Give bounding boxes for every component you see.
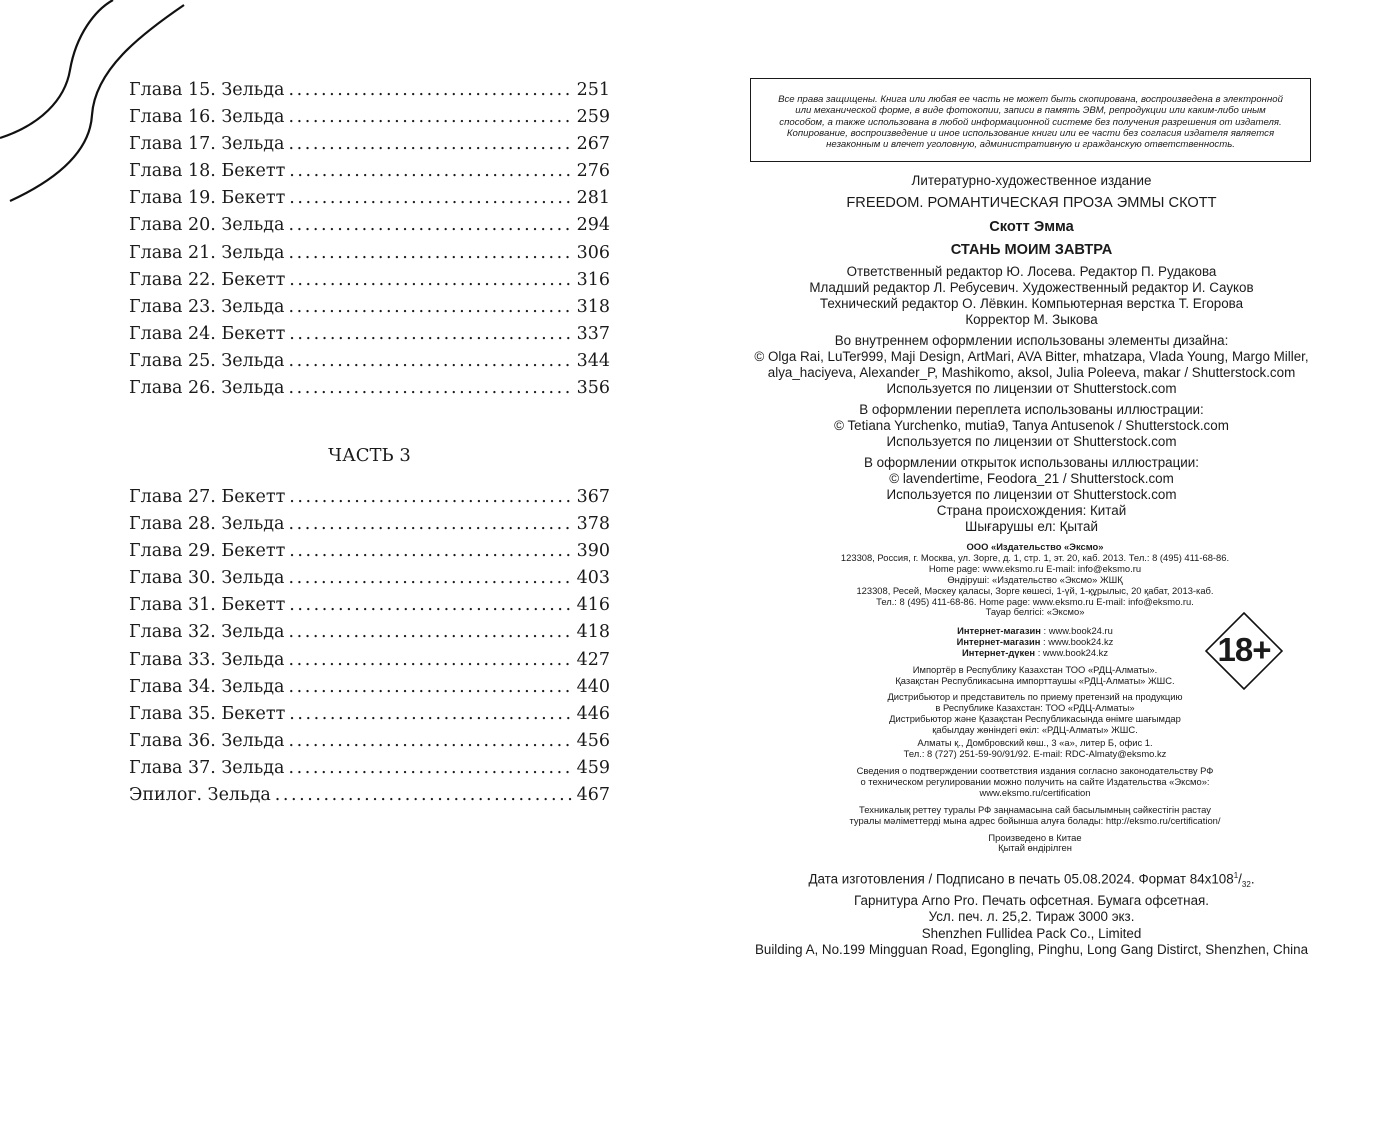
toc-page-number: 390 — [576, 541, 610, 562]
publisher-line: 123308, Ресей, Мәскеу қаласы, Зорге көшесі, 1-үй, 1-құрылыс, 20 қабат, 2013-каб. — [856, 584, 1214, 596]
toc-row — [129, 80, 610, 107]
toc-row — [129, 622, 610, 649]
toc-leader-dots — [289, 243, 574, 263]
toc-page-number: 456 — [576, 730, 610, 751]
toc-row — [129, 297, 610, 324]
toc-row — [129, 378, 610, 405]
toc-row — [129, 595, 610, 622]
publisher-line: ООО «Издательство «Эксмо» — [966, 541, 1104, 552]
print-info-line1: Дата изготовления / Подписано в печать 05.08.2024. Формат 84x108 — [808, 871, 1234, 887]
publisher-line: 123308, Россия, г. Москва, ул. Зорге, д. 1, стр. 1, эт. 20, каб. 2013. Тел.: 8 (495) 411-68-86. — [840, 551, 1230, 563]
printer-info — [750, 926, 1313, 958]
distributor-info — [770, 692, 1300, 759]
toc-page-number: 344 — [576, 350, 610, 371]
toc-row — [129, 270, 610, 297]
certification-line: Қытай өндірілген — [998, 842, 1072, 854]
print-info-line3: Усл. печ. л. 25,2. Тираж 3000 экз. — [928, 909, 1135, 925]
toc-chapter-title: Глава 36. Зельда — [129, 730, 285, 751]
toc-leader-dots — [289, 80, 574, 100]
toc-chapter-title: Глава 30. Зельда — [129, 568, 285, 589]
design-credits — [750, 333, 1313, 397]
shop-url: : www.book24.kz — [1035, 646, 1109, 658]
publisher-info — [770, 542, 1300, 618]
author-name: Скотт Эмма — [989, 219, 1074, 235]
rights-notice-line: Все права защищены. Книга или любая ее часть не может быть скопирована, воспроизведена в электронной — [778, 94, 1283, 105]
toc-row — [129, 650, 610, 677]
toc-page-number: 446 — [576, 703, 610, 724]
shop-label: Интернет-магазин — [957, 625, 1041, 636]
distributor-line: в Республике Казахстан: ТОО «РДЦ-Алматы» — [935, 701, 1135, 713]
format-sup: 1 — [1233, 871, 1239, 880]
toc-leader-dots — [289, 487, 573, 507]
cover-credit-line: Используется по лицензии от Shutterstock.com — [886, 434, 1177, 449]
toc-leader-dots — [289, 107, 574, 127]
toc-leader-dots — [289, 541, 573, 561]
printer-line: Shenzhen Fullidea Pack Co., Limited — [921, 926, 1142, 941]
rights-notice-line: или механической форме, в виде фотокопии, записи в память ЭВМ, репродукции или каким-либо иным — [795, 105, 1266, 117]
format-sub: 32 — [1241, 880, 1251, 890]
toc-page-number: 427 — [576, 649, 610, 670]
toc-leader-dots — [289, 188, 573, 208]
rights-notice-line: незаконным и влечет уголовную, административную и гражданскую ответственность. — [826, 139, 1235, 151]
publisher-line: Өндіруші: «Издательство «Эксмо» ЖШҚ — [947, 573, 1123, 585]
toc-chapter-title: Глава 27. Бекетт — [129, 487, 286, 507]
toc-chapter-title: Глава 17. Зельда — [129, 134, 285, 155]
toc-page-number: 440 — [576, 676, 610, 697]
toc-row — [129, 134, 610, 161]
toc-chapter-title: Глава 34. Зельда — [129, 676, 285, 697]
toc-leader-dots — [289, 568, 574, 588]
toc-leader-dots — [289, 270, 573, 290]
certification-line: туралы мәліметтерді мына адрес бойынша алуға болады: http://eksmo.ru/certification/ — [849, 814, 1221, 826]
toc-page-number: 276 — [576, 161, 610, 182]
toc-row — [129, 731, 610, 758]
book-title: СТАНЬ МОИМ ЗАВТРА — [950, 242, 1113, 258]
print-info: Дата изготовления / Подписано в печать 05.08.2024. Формат $84x108^1/_{32}$. Гарнитура Arno Pro. Печать офсетная. Бумага офсетная. Усл. печ. л. 25,2. Тираж 3000 экз. — [750, 868, 1313, 925]
staff-line: Ответственный редактор Ю. Лосева. Редактор П. Рудакова — [846, 264, 1217, 279]
distributor-line: қабылдау жөніндегі өкіл: «РДЦ-Алматы» ЖШС. — [932, 723, 1138, 735]
distributor-line: Тел.: 8 (727) 251-59-90/91/92. E-mail: RDC-Almaty@eksmo.kz — [903, 747, 1167, 759]
toc-leader-dots — [289, 758, 574, 778]
toc-row — [129, 161, 610, 188]
rights-notice-line: способом, а также использована в любой информационной системе без получения разрешения от издателя. — [779, 116, 1282, 128]
toc-leader-dots — [275, 785, 574, 805]
certification-line: Произведено в Китае — [988, 831, 1082, 843]
toc-row — [129, 351, 610, 378]
publisher-line: Тел.: 8 (495) 411-68-86. Home page: www.eksmo.ru E-mail: info@eksmo.ru. — [876, 595, 1194, 607]
distributor-line: Алматы қ., Домбровский көш., 3 «а», литер Б, офис 1. — [917, 736, 1153, 748]
certification-line: Техникалық реттеу туралы РФ заңнамасына сай басылымның сәйкестігін растау — [859, 803, 1211, 815]
publisher-line: Home page: www.eksmo.ru E-mail: info@eksmo.ru — [928, 562, 1142, 574]
toc-row — [129, 541, 610, 568]
toc-row — [129, 677, 610, 704]
print-info-line1-end: . — [1250, 871, 1255, 887]
toc-chapter-title: Глава 25. Зельда — [129, 350, 285, 371]
toc-chapter-title: Глава 29. Бекетт — [129, 541, 286, 562]
toc-row — [129, 568, 610, 595]
design-credit-line: © Olga Rai, LuTer999, Maji Design, ArtMari, AVA Bitter, mhatzapa, Vlada Young, Margo Miller, — [754, 349, 1309, 364]
toc-page-number: 337 — [576, 323, 610, 344]
toc-page-number: 281 — [576, 188, 610, 209]
toc-leader-dots — [289, 161, 573, 181]
toc-leader-dots — [289, 324, 573, 344]
printer-line: Building A, No.199 Mingguan Road, Egongling, Pinghu, Long Gang Distirct, Shenzhen, China — [754, 942, 1309, 957]
toc-page-number: 403 — [576, 568, 610, 589]
toc-chapter-title: Глава 16. Зельда — [129, 107, 285, 128]
toc-row — [129, 704, 610, 731]
toc-chapter-title: Глава 28. Зельда — [129, 514, 285, 535]
toc-page-number: 251 — [576, 80, 610, 100]
postcard-credit-line: Страна происхождения: Китай — [936, 503, 1127, 518]
toc-page-number: 267 — [576, 134, 610, 155]
series-name: FREEDOM. РОМАНТИЧЕСКАЯ ПРОЗА ЭММЫ СКОТТ — [846, 195, 1217, 211]
toc-part-3 — [129, 487, 610, 812]
shop-url: : www.book24.kz — [1040, 635, 1114, 647]
toc-leader-dots — [289, 134, 574, 154]
toc-leader-dots — [289, 731, 574, 751]
print-info-line2: Гарнитура Arno Pro. Печать офсетная. Бумага офсетная. — [854, 893, 1209, 909]
importer-line: Импортёр в Республику Казахстан ТОО «РДЦ-Алматы». — [912, 664, 1158, 675]
shop-label: Интернет-дүкен — [961, 646, 1036, 658]
toc-chapter-title: Глава 35. Бекетт — [129, 703, 286, 724]
toc-leader-dots — [289, 595, 573, 615]
rights-notice-box — [750, 78, 1311, 162]
toc-chapter-title: Глава 31. Бекетт — [129, 595, 286, 616]
shop-label: Интернет-магазин — [956, 635, 1041, 647]
rights-notice-line: Копирование, воспроизведение и иное использование книги или ее части без согласия издателя является — [786, 127, 1275, 139]
postcard-credit-line: Шығарушы ел: Қытай — [965, 519, 1098, 534]
cover-credits — [750, 402, 1313, 450]
toc-leader-dots — [289, 650, 574, 670]
toc-page-number: 318 — [576, 296, 610, 317]
age-rating: 18+ — [1217, 631, 1271, 668]
staff-line: Младший редактор Л. Ребусевич. Художественный редактор И. Сауков — [809, 280, 1254, 295]
postcard-credit-line: В оформлении открыток использованы иллюстрации: — [864, 455, 1199, 470]
toc-leader-dots — [289, 677, 574, 697]
toc-page-number: 418 — [576, 622, 610, 643]
toc-chapter-title: Глава 19. Бекетт — [129, 188, 286, 209]
toc-page-number: 416 — [576, 595, 610, 616]
certification-line: www.eksmo.ru/certification — [979, 786, 1091, 798]
part-3-heading: ЧАСТЬ 3 — [328, 445, 411, 466]
certification-line: Сведения о подтверждении соответствия издания согласно законодательству РФ — [856, 765, 1214, 776]
staff-line: Корректор М. Зыкова — [965, 312, 1098, 327]
toc-chapter-title: Эпилог. Зельда — [129, 785, 271, 806]
toc-page-number: 467 — [576, 785, 610, 806]
toc-chapter-title: Глава 18. Бекетт — [129, 161, 286, 182]
toc-chapter-title: Глава 37. Зельда — [129, 757, 285, 778]
toc-leader-dots — [289, 215, 574, 235]
toc-chapter-title: Глава 33. Зельда — [129, 649, 285, 670]
toc-chapter-title: Глава 22. Бекетт — [129, 269, 286, 290]
toc-leader-dots — [289, 622, 574, 642]
importer-line: Қазақстан Республикасына импорттаушы «РДЦ-Алматы» ЖШС. — [895, 674, 1175, 686]
toc-leader-dots — [289, 704, 573, 724]
toc-page-number: 316 — [576, 269, 610, 290]
cover-credit-line: В оформлении переплета использованы иллюстрации: — [859, 402, 1204, 417]
editorial-staff — [750, 264, 1313, 328]
toc-chapter-title: Глава 26. Зельда — [129, 378, 285, 399]
toc-chapter-title: Глава 32. Зельда — [129, 622, 285, 643]
toc-part-2 — [129, 80, 610, 405]
design-credit-line: Используется по лицензии от Shutterstock.com — [886, 381, 1177, 396]
toc-chapter-title: Глава 21. Зельда — [129, 242, 285, 263]
toc-row — [129, 215, 610, 242]
edition-type: Литературно-художественное издание — [911, 173, 1152, 188]
certification-line: о техническом регулировании можно получить на сайте Издательства «Эксмо»: — [860, 775, 1210, 787]
toc-row — [129, 785, 610, 812]
cover-credit-line: © Tetiana Yurchenko, mutia9, Tanya Antusenok / Shutterstock.com — [834, 418, 1229, 433]
postcard-credits — [750, 455, 1313, 535]
toc-page-number: 356 — [576, 378, 610, 399]
publisher-line: Тауар белгісі: «Эксмо» — [985, 606, 1085, 618]
postcard-credit-line: © lavendertime, Feodora_21 / Shutterstock.com — [889, 471, 1174, 486]
toc-chapter-title: Глава 15. Зельда — [129, 80, 285, 100]
distributor-line: Дистрибьютор және Қазақстан Республикасында өнімге шағымдар — [889, 712, 1181, 724]
toc-page-number: 367 — [576, 487, 610, 507]
postcard-credit-line: Используется по лицензии от Shutterstock.com — [886, 487, 1177, 502]
toc-leader-dots — [289, 514, 574, 534]
certification-info — [770, 766, 1300, 854]
shop-url: : www.book24.ru — [1040, 625, 1113, 636]
toc-leader-dots — [289, 378, 574, 398]
toc-page-number: 459 — [576, 757, 610, 778]
toc-chapter-title: Глава 20. Зельда — [129, 215, 285, 236]
design-credit-line: alya_haciyeva, Alexander_P, Mashikomo, aksol, Julia Poleeva, makar / Shutterstock.com — [767, 365, 1296, 380]
toc-page-number: 378 — [576, 514, 610, 535]
toc-leader-dots — [289, 297, 574, 317]
toc-row — [129, 514, 610, 541]
design-credit-line: Во внутреннем оформлении использованы элементы дизайна: — [834, 333, 1229, 348]
toc-row — [129, 188, 610, 215]
distributor-line: Дистрибьютор и представитель по приему претензий на продукцию — [887, 691, 1183, 702]
staff-line: Технический редактор О. Лёвкин. Компьютерная верстка Т. Егорова — [819, 296, 1244, 311]
toc-chapter-title: Глава 23. Зельда — [129, 296, 285, 317]
toc-row — [129, 243, 610, 270]
toc-page-number: 294 — [576, 215, 610, 236]
toc-page-number: 306 — [576, 242, 610, 263]
toc-row — [129, 107, 610, 134]
toc-row — [129, 487, 610, 514]
toc-leader-dots — [289, 351, 574, 371]
toc-chapter-title: Глава 24. Бекетт — [129, 323, 286, 344]
toc-page-number: 259 — [576, 107, 610, 128]
toc-row — [129, 758, 610, 785]
toc-row — [129, 324, 610, 351]
